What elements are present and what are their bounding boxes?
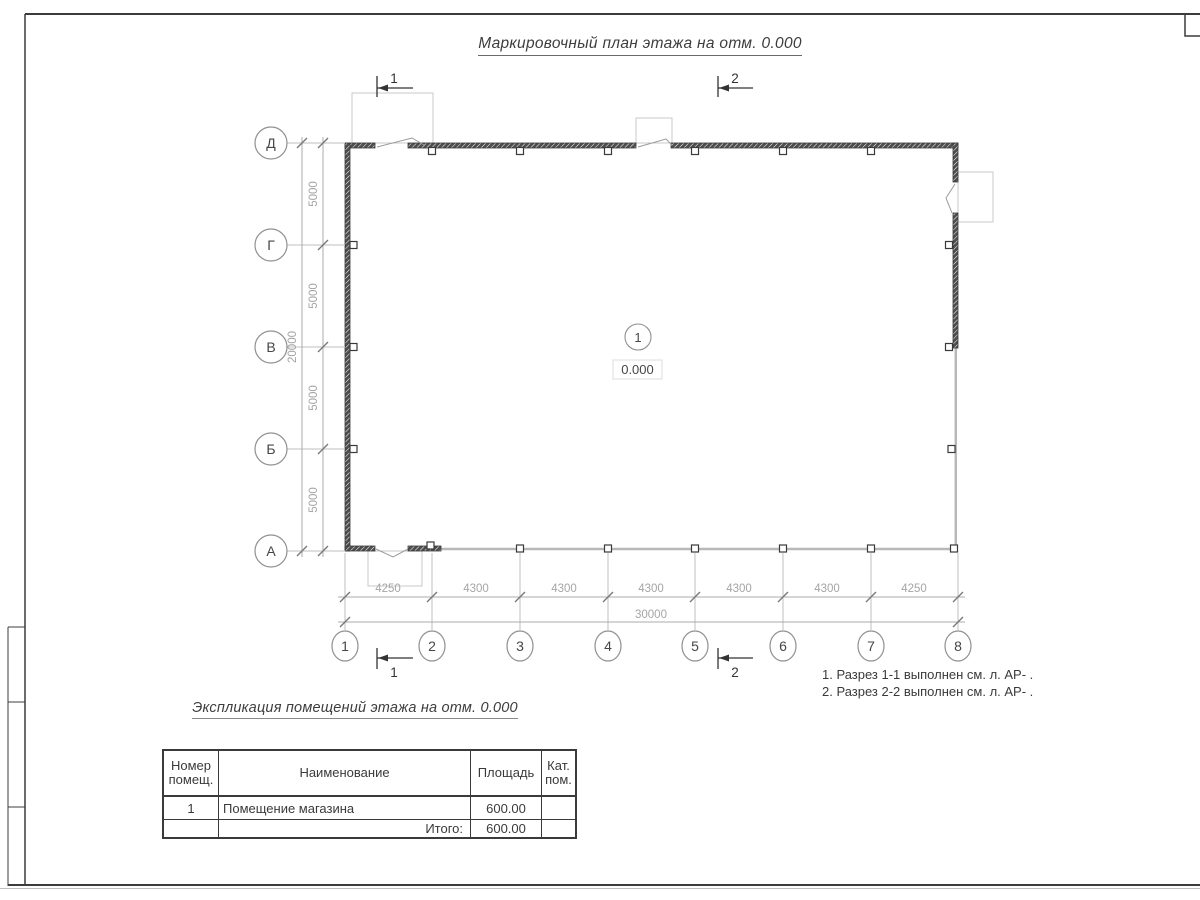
- column-axis-label: 1: [341, 638, 349, 654]
- dim-label: 4300: [551, 583, 577, 595]
- room-elevation: 0.000: [621, 362, 654, 377]
- room-number: 1: [634, 330, 642, 345]
- section-label: 1: [390, 71, 398, 86]
- cell-total-label: Итого:: [219, 820, 471, 839]
- section-marks: [377, 76, 753, 669]
- column-axis-label: 8: [954, 638, 962, 654]
- dim-total-label: 30000: [635, 609, 667, 621]
- column-axis-label: 3: [516, 638, 524, 654]
- header-room-number: Номер помещ.: [163, 750, 219, 796]
- cell-empty: [163, 820, 219, 839]
- dim-label: 5000: [308, 181, 320, 207]
- room-schedule: [162, 749, 577, 839]
- cell-total-area: 600.00: [471, 820, 542, 839]
- walls: [345, 143, 958, 551]
- cell-room-cat: [542, 796, 577, 820]
- table-total-row: [163, 820, 576, 839]
- cell-room-name: Помещение магазина: [219, 796, 471, 820]
- cell-empty: [542, 820, 577, 839]
- door-swings: [376, 138, 955, 557]
- section-label: 1: [390, 665, 398, 680]
- room-schedule-table: [162, 749, 577, 839]
- dim-label: 4300: [814, 583, 840, 595]
- dim-label: 5000: [308, 385, 320, 411]
- dim-label: 4300: [463, 583, 489, 595]
- column-axis-bubbles: [332, 631, 971, 661]
- row-axis-label: А: [266, 543, 276, 559]
- legend-title: [150, 699, 560, 719]
- column-axis-label: 7: [867, 638, 875, 654]
- section-label: 2: [731, 71, 739, 86]
- section-label: 2: [731, 665, 739, 680]
- dim-label: 5000: [308, 487, 320, 513]
- dim-label: 4300: [638, 583, 664, 595]
- row-axis-label: Г: [267, 237, 275, 253]
- column-axis-label: 2: [428, 638, 436, 654]
- dim-label: 5000: [308, 283, 320, 309]
- note-line: 1. Разрез 1-1 выполнен см. л. АР- .: [822, 667, 1034, 682]
- table-row: [163, 796, 576, 820]
- table-header-row: [163, 750, 576, 796]
- note-line: 2. Разрез 2-2 выполнен см. л. АР- .: [822, 684, 1034, 699]
- bottom-dimension-labels: [375, 583, 927, 621]
- header-category: Кат. пом.: [542, 750, 577, 796]
- dim-label: 4250: [375, 583, 401, 595]
- room-tag: [613, 324, 662, 379]
- legend-title-text: Экспликация помещений этажа на отм. 0.000: [192, 700, 518, 719]
- column-axis-label: 6: [779, 638, 787, 654]
- plan-title: [360, 35, 920, 56]
- cell-room-number: 1: [163, 796, 219, 820]
- dim-label: 4250: [901, 583, 927, 595]
- header-area: Площадь: [471, 750, 542, 796]
- row-axis-label: Д: [266, 135, 276, 151]
- vestibule-outlines: [352, 93, 993, 586]
- row-axis-label: В: [266, 339, 276, 355]
- column-axis-label: 4: [604, 638, 612, 654]
- dim-label: 4300: [726, 583, 752, 595]
- dim-total-label: 20000: [287, 331, 299, 363]
- row-axis-bubbles: [255, 127, 287, 567]
- column-markers: [350, 148, 958, 553]
- thin-walls: [441, 348, 957, 550]
- column-axis-label: 5: [691, 638, 699, 654]
- header-name: Наименование: [219, 750, 471, 796]
- row-axis-label: Б: [266, 441, 276, 457]
- section-notes: [822, 666, 1033, 700]
- cell-room-area: 600.00: [471, 796, 542, 820]
- plan-title-text: Маркировочный план этажа на отм. 0.000: [478, 35, 802, 56]
